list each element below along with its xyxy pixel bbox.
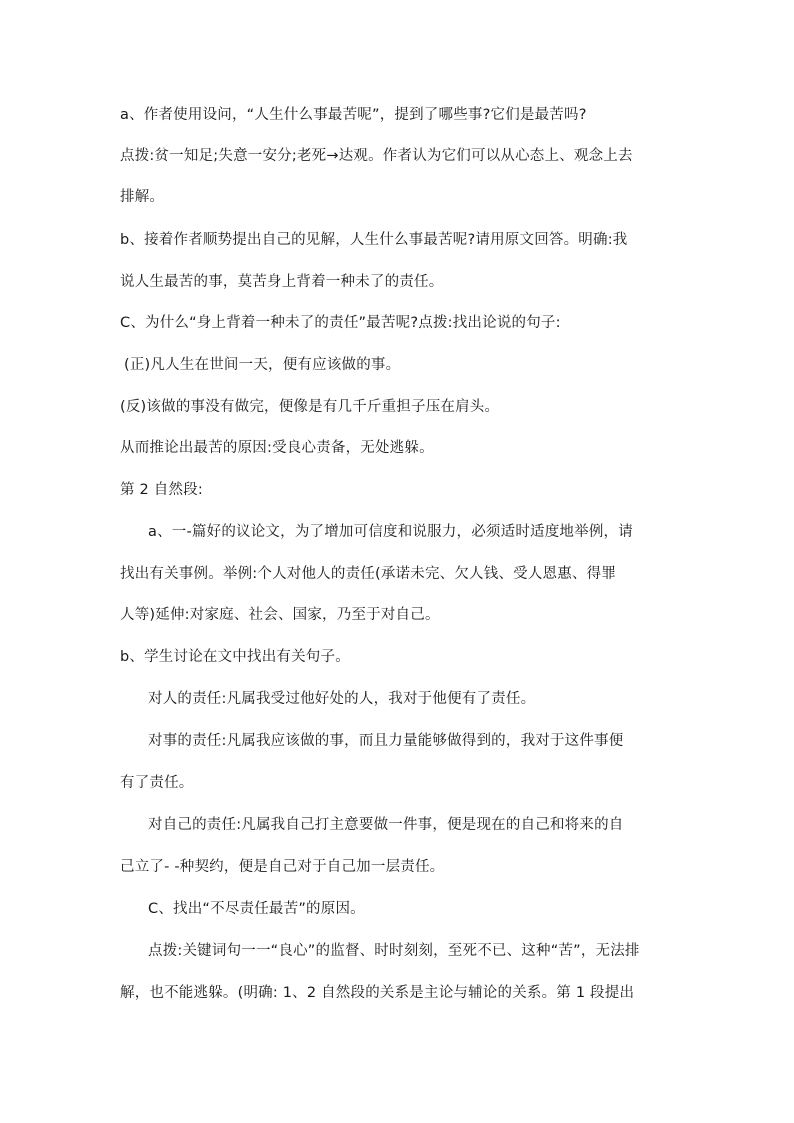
text-line: C、找出“不尽责任最苦”的原因。 [148, 901, 365, 917]
text-line: 说人生最苦的事，莫苦身上背着一种未了的责任。 [120, 274, 444, 290]
text-line: (正)凡人生在世间一天，便有应该做的事。 [124, 357, 401, 373]
text-line: 解，也不能逃躲。(明确: 1、2 自然段的关系是主论与辅论的关系。第 1 段提出 [120, 985, 635, 1001]
text-line: 对事的责任:凡属我应该做的事，而且力量能够做得到的，我对于这件事便 [148, 733, 624, 749]
text-line: 有了责任。 [120, 775, 194, 791]
section-heading: 第 2 自然段: [120, 482, 203, 498]
text-line: (反)该做的事没有做完，便像是有几千斤重担子压在肩头。 [120, 399, 500, 415]
text-line: 点拨:贫一知足;失意一安分;老死→达观。作者认为它们可以从心态上、观念上去 [120, 148, 633, 164]
text-line: 己立了- -种契约，便是自己对于自己加一层责任。 [120, 859, 445, 875]
text-line: 对自己的责任:凡属我自己打主意要做一件事，便是现在的自己和将来的自 [148, 817, 624, 833]
text-line: b、学生讨论在文中找出有关句子。 [120, 649, 350, 665]
text-line: a、作者使用设问，“人生什么事最苦呢”，提到了哪些事?它们是最苦吗? [120, 107, 587, 123]
text-line: 排解。 [120, 189, 165, 205]
text-line: 人等)延伸:对家庭、社会、国家，乃至于对自己。 [120, 607, 440, 623]
text-line: 找出有关事例。举例:个人对他人的责任(承诺未完、欠人钱、受人恩惠、得罪 [120, 566, 617, 582]
text-line: C、为什么“身上背着一种未了的责任”最苦呢?点拨:找出论说的句子: [120, 315, 561, 331]
text-line: 从而推论出最苦的原因:受良心责备，无处逃躲。 [120, 440, 434, 456]
text-line: 对人的责任:凡属我受过他好处的人，我对于他便有了责任。 [148, 691, 536, 707]
text-line: a、一-篇好的议论文，为了增加可信度和说服力，必须适时适度地举例，请 [148, 524, 633, 540]
text-line: 点拨:关键词句一一“良心”的监督、时时刻刻，至死不已、这种“苦”，无法排 [148, 943, 640, 959]
text-line: b、接着作者顺势提出自己的见解，人生什么事最苦呢?请用原文回答。明确:我 [120, 232, 628, 248]
